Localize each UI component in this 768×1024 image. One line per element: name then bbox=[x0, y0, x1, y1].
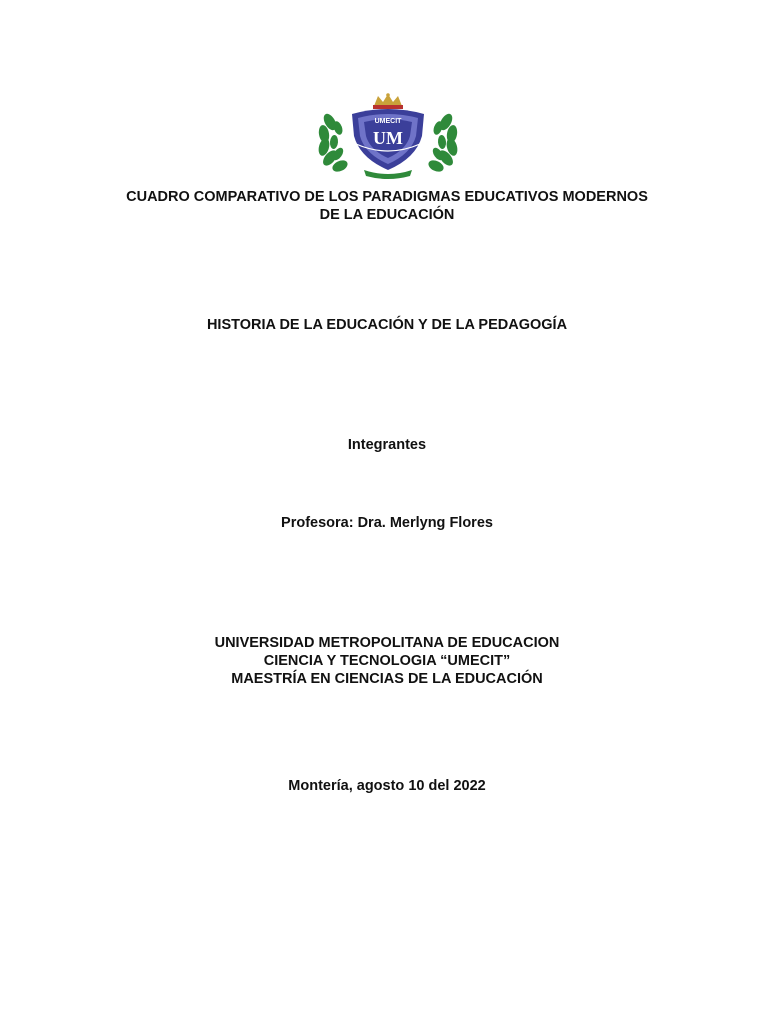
umecit-logo bbox=[312, 92, 464, 180]
svg-text:UMECIT: UMECIT bbox=[374, 118, 402, 125]
laurel-left bbox=[317, 112, 350, 174]
program: MAESTRÍA EN CIENCIAS DE LA EDUCACIÓN bbox=[231, 671, 543, 687]
course-title: HISTORIA DE LA EDUCACIÓN Y DE LA PEDAGOGÍA bbox=[206, 317, 568, 333]
ribbon bbox=[364, 170, 412, 179]
title-line-2: DE LA EDUCACIÓN bbox=[319, 207, 455, 223]
title-line-1: CUADRO COMPARATIVO DE LOS PARADIGMAS EDUCATIVOS MODERNOS bbox=[126, 189, 648, 205]
members-label: Integrantes bbox=[347, 437, 427, 453]
place-date: Montería, agosto 10 del 2022 bbox=[288, 778, 486, 794]
shield-icon bbox=[352, 109, 424, 170]
laurel-right bbox=[427, 112, 460, 174]
professor: Profesora: Dra. Merlyng Flores bbox=[281, 515, 493, 531]
institution-line-2: CIENCIA Y TECNOLOGIA “UMECIT” bbox=[263, 653, 511, 669]
institution-line-1: UNIVERSIDAD METROPOLITANA DE EDUCACION bbox=[214, 635, 560, 651]
svg-text:UM: UM bbox=[373, 128, 403, 148]
crown-icon bbox=[373, 93, 403, 109]
